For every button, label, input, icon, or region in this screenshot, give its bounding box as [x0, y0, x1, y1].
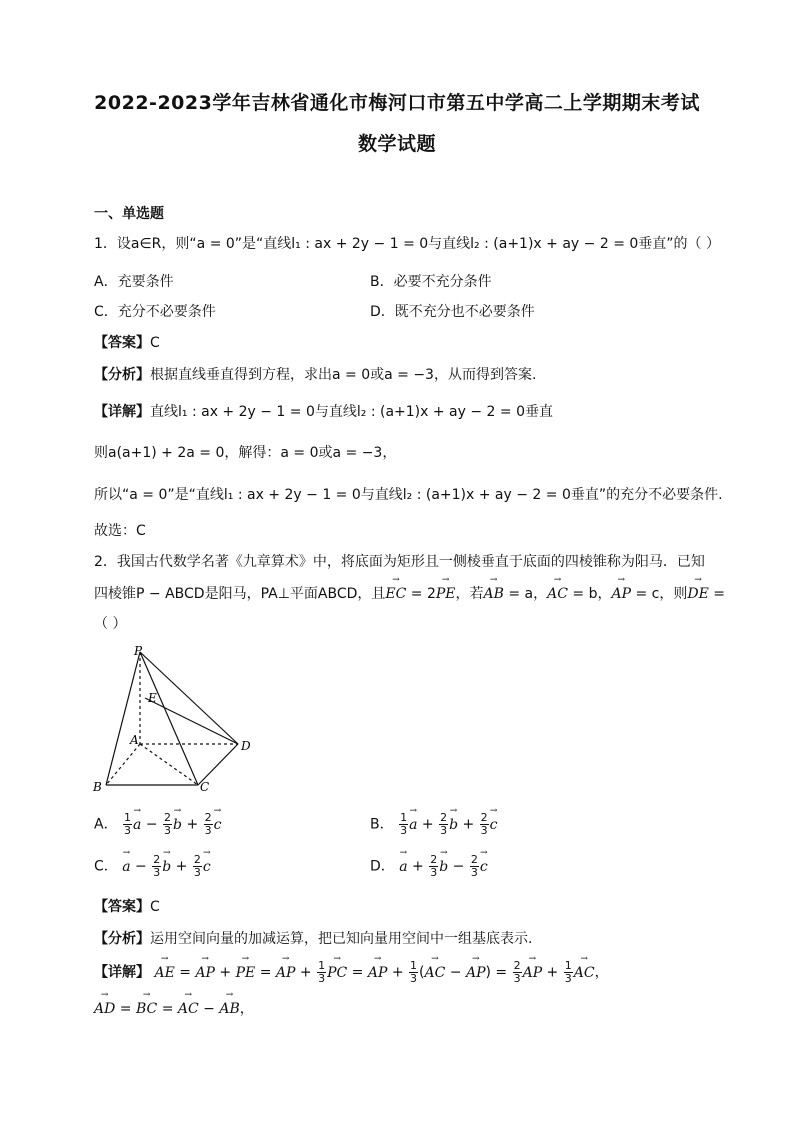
vec-ab: → AB [484, 586, 504, 602]
q2-answer-tag: 【答案】 [94, 899, 150, 915]
label-c: C [200, 780, 210, 794]
vec-ap: → AP [611, 586, 631, 602]
q2-stem-line2 [94, 583, 725, 603]
q1-option-d: D．既不充分也不必要条件 [370, 304, 535, 320]
q1-option-c: C．充分不必要条件 [94, 304, 216, 320]
vec-pe: → PE [436, 586, 456, 602]
q1-detail-line3: 所以“a = 0”是“直线l₁ : ax + 2y − 1 = 0与直线l₂ : (a+1)x + ay − 2 = 0垂直”的充分不必要条件. [94, 487, 723, 503]
q2-eq-2: = 2 [406, 586, 436, 602]
label-b: B [93, 780, 102, 794]
vec-ec: → EC [385, 586, 406, 602]
q2-option-d: D． → a + $\frac{2}{3}$ → b − $\frac{2}{3}$ → c [370, 854, 488, 879]
q1-answer-tag: 【答案】 [94, 335, 150, 351]
q1-analysis-text: 根据直线垂直得到方程，求出a = 0或a = −3，从而得到答案. [150, 367, 537, 383]
q2-answer-value: C [150, 899, 160, 915]
q2-eq-b: = b， [567, 586, 612, 602]
q2-option-b-label: B． [370, 816, 394, 833]
q1-answer [94, 332, 160, 352]
q2-detail: 【详解】 → AE = → AP + → PE = → AP + $\frac{1}{3}$ → PC = → AP + $\frac{1}{3}$ (→ AC − → AP) = $\frac{2}{3}$ → AP + $\frac{1}{3}$ → AC， [94, 960, 609, 985]
q2-detail-tag: 【详解】 [94, 964, 150, 981]
q2-stem-line1: 2．我国古代数学名著《九章算术》中，将底面为矩形且一侧棱垂直于底面的四棱锥称为阳马．已知 [94, 554, 705, 570]
label-e: E [148, 691, 157, 705]
q2-analysis-text: 运用空间向量的加减运算，把已知向量用空间中一组基底表示. [150, 931, 533, 947]
paper-title: 2022-2023学年吉林省通化市梅河口市第五中学高二上学期期末考试 [94, 92, 700, 114]
q2-option-d-label: D． [370, 858, 395, 875]
q1-option-b: B．必要不充分条件 [370, 274, 492, 290]
q1-analysis [94, 364, 536, 384]
q2-option-a: A． $\frac{1}{3}$ → a − $\frac{2}{3}$ → b + $\frac{2}{3}$ → c [94, 812, 221, 837]
q2-analysis-tag: 【分析】 [94, 931, 150, 947]
q2-option-b: B． $\frac{1}{3}$ → a + $\frac{2}{3}$ → b + $\frac{2}{3}$ → c [370, 812, 498, 837]
label-d: D [241, 739, 251, 753]
edge-pc [140, 652, 198, 785]
q2-detail-line2: → AD = → BC = → AC − → AB， [94, 998, 254, 1018]
section-heading: 一、单选题 [94, 206, 164, 222]
q2-option-a-label: A． [94, 816, 118, 833]
q1-answer-value: C [150, 335, 160, 351]
q1-detail-tag: 【详解】 [94, 404, 150, 420]
q1-conclusion: 故选：C [94, 523, 146, 539]
q2-option-c: C． → a − $\frac{2}{3}$ → b + $\frac{2}{3}$ → c [94, 854, 211, 879]
q1-analysis-tag: 【分析】 [94, 367, 150, 383]
q2-stem-text: 四棱锥P − ABCD是阳马，PA⊥平面ABCD，且 [94, 586, 386, 602]
q1-detail [94, 401, 553, 421]
q2-option-c-label: C． [94, 858, 118, 875]
pyramid-figure [90, 644, 260, 794]
q1-detail-line2: 则a(a+1) + 2a = 0，解得：a = 0或a = −3， [94, 445, 397, 461]
vec-ac: → AC [547, 586, 568, 602]
q2-eq-a: = a， [503, 586, 548, 602]
q1-stem: 1．设a∈R，则“a = 0”是“直线l₁ : ax + 2y − 1 = 0与直线l₂ : (a+1)x + ay − 2 = 0垂直”的（ ） [94, 236, 720, 252]
edge-pb [106, 652, 140, 785]
label-a: A [130, 733, 139, 747]
q2-eq-c: = c，则 [631, 586, 688, 602]
edge-cd [198, 744, 238, 785]
q2-ruo: ，若 [455, 586, 484, 602]
q2-stem-line3: （ ） [94, 616, 127, 632]
q2-eq-end: = [708, 586, 725, 602]
q1-detail-line1: 直线l₁ : ax + 2y − 1 = 0与直线l₂ : (a+1)x + ay − 2 = 0垂直 [150, 404, 553, 420]
q2-analysis [94, 928, 532, 948]
q2-answer [94, 896, 160, 916]
vec-de: → DE [687, 586, 708, 602]
edge-ed [145, 698, 238, 744]
q1-option-a: A．充要条件 [94, 274, 174, 290]
paper-subtitle: 数学试题 [357, 133, 436, 155]
label-p: P [134, 644, 143, 658]
